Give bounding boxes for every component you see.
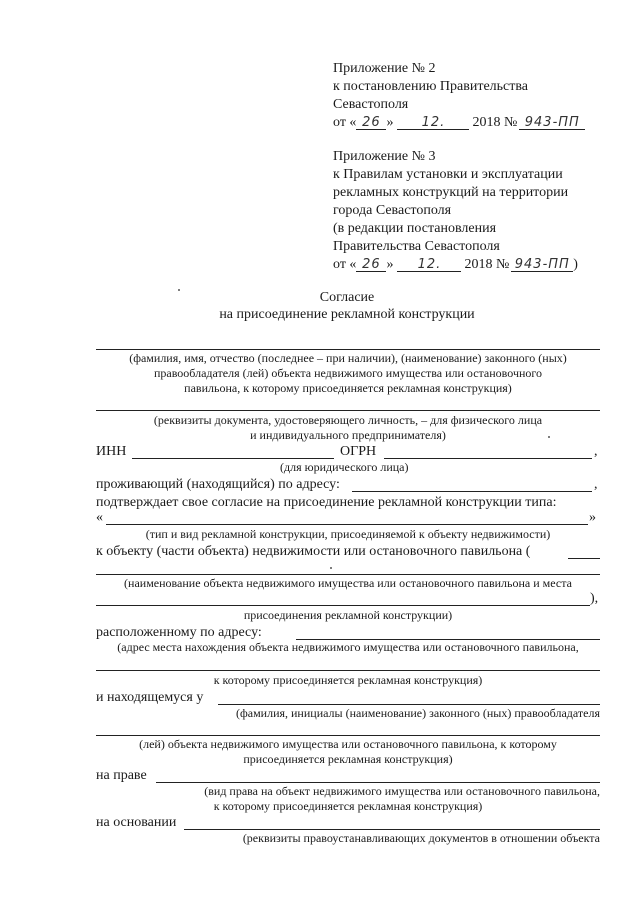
basis-field-line[interactable]: [184, 829, 600, 830]
hint-basis: (реквизиты правоустанавливающих документов в отношении объекта: [242, 831, 600, 845]
appendix-3-line-3: города Севастополя: [333, 203, 452, 218]
object-field-line-start[interactable]: [568, 558, 600, 559]
object-address-line-2[interactable]: [96, 670, 600, 671]
date-month: 12.: [397, 114, 469, 130]
close-paren: ): [573, 257, 578, 272]
scan-speck: [548, 436, 550, 438]
date-day: 26: [356, 114, 386, 130]
appendix-3-title: Приложение № 3: [333, 149, 436, 164]
structure-type-line[interactable]: [106, 524, 588, 525]
object-close-paren: ),: [590, 591, 599, 606]
appendix-3-line-1: к Правилам установки и эксплуатации: [333, 167, 563, 182]
appendix-2-title: Приложение № 2: [333, 61, 436, 76]
hint-right-2: к которому присоединяется рекламная конструкция): [213, 799, 483, 813]
hint-address-1: (адрес места нахождения объекта недвижимого имущества или остановочного павильона,: [117, 640, 579, 654]
owner-field-line[interactable]: [218, 704, 600, 705]
object-field-line[interactable]: [96, 574, 600, 575]
scan-speck: [178, 289, 180, 291]
date-month: 12.: [397, 256, 461, 272]
ogrn-field-line[interactable]: [384, 458, 592, 459]
date-mid: »: [386, 257, 394, 272]
hint-owner-3: присоединяется рекламная конструкция): [243, 752, 453, 766]
hint-structure-type: (тип и вид рекламной конструкции, присоединяемой к объекту недвижимости): [145, 527, 551, 541]
hint-owner-2: (лей) объекта недвижимого имущества или остановочного павильона, к которому: [139, 737, 557, 751]
decree-number: 943-ПП: [511, 256, 573, 272]
scan-speck: [330, 567, 332, 569]
hint-document-2: и индивидуального предпринимателя): [250, 428, 446, 442]
basis-label: на основании: [96, 815, 177, 830]
date-year: 2018 №: [464, 257, 510, 272]
date-year: 2018 №: [472, 115, 518, 130]
located-label: расположенному по адресу:: [96, 625, 262, 640]
document-field-line[interactable]: [96, 410, 600, 411]
appendix-3-line-5: Правительства Севастополя: [333, 239, 500, 254]
right-field-line[interactable]: [156, 782, 600, 783]
inn-field-line[interactable]: [132, 458, 334, 459]
residence-address-line[interactable]: [352, 491, 592, 492]
appendix-2-line-2: Севастополя: [333, 97, 409, 112]
hint-right-1: (вид права на объект недвижимого имущества или остановочного павильона,: [204, 784, 600, 798]
appendix-2-date-line: [333, 114, 585, 131]
hint-fio-2: правообладателя (лей) объекта недвижимого имущества или остановочного: [153, 366, 543, 380]
hint-document-1: (реквизиты документа, удостоверяющего личность, – для физического лица: [153, 413, 543, 427]
object-field-line-2[interactable]: [96, 605, 590, 606]
ogrn-label: ОГРН: [340, 444, 377, 459]
appendix-3-line-2: рекламных конструкций на территории: [333, 185, 569, 200]
fio-field-line[interactable]: [96, 349, 600, 350]
inn-label: ИНН: [96, 444, 127, 459]
object-label: к объекту (части объекта) недвижимости или остановочного павильона (: [96, 544, 531, 559]
owned-by-label: и находящемуся у: [96, 690, 204, 705]
hint-fio-1: (фамилия, имя, отчество (последнее – при наличии), (наименование) законного (ных): [129, 351, 567, 365]
date-prefix: от «: [333, 115, 357, 130]
hint-fio-3: павильона, к которому присоединяется рекламная конструкция): [184, 381, 512, 395]
hint-legal-entity: (для юридического лица): [280, 460, 409, 474]
residence-comma: ,: [594, 477, 598, 492]
consent-statement: подтверждает свое согласие на присоединение рекламной конструкции типа:: [96, 495, 557, 510]
quote-open: «: [96, 510, 103, 525]
hint-owner-1: (фамилия, инициалы (наименование) законного (ных) правообладателя: [235, 706, 600, 720]
inn-ogrn-comma: ,: [594, 444, 598, 459]
date-day: 26: [356, 256, 386, 272]
quote-close: »: [589, 510, 596, 525]
right-label: на праве: [96, 768, 147, 783]
hint-object-1: (наименование объекта недвижимого имущества или остановочного павильона и места: [124, 576, 572, 590]
heading-title: Согласие: [319, 290, 375, 305]
date-mid: »: [386, 115, 394, 130]
heading-subtitle: на присоединение рекламной конструкции: [219, 307, 475, 322]
appendix-3-line-4: (в редакции постановления: [333, 221, 497, 236]
hint-address-2: к которому присоединяется рекламная конструкция): [213, 673, 483, 687]
residing-label: проживающий (находящийся) по адресу:: [96, 477, 340, 492]
appendix-2-line-1: к постановлению Правительства: [333, 79, 529, 94]
hint-object-2: присоединения рекламной конструкции): [243, 608, 453, 622]
appendix-3-date-line: [333, 256, 578, 273]
date-prefix: от «: [333, 257, 357, 272]
owner-field-line-2[interactable]: [96, 735, 600, 736]
decree-number: 943-ПП: [519, 114, 585, 130]
